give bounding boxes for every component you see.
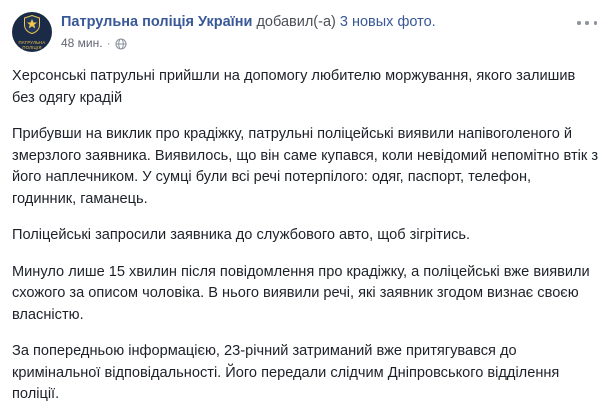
post-meta-line — [61, 35, 599, 51]
post-action-text: добавил(-а) — [252, 14, 340, 30]
post-body — [0, 52, 611, 406]
post-paragraph: Минуло лише 15 хвилин після повідомлення про крадіжку, а поліцейські вже виявили схожого за описом чоловіка. В нього виявили речі, які заявник згодом визнає своєю власністю. — [12, 263, 590, 323]
post-paragraph: Поліцейські запросили заявника до службового авто, щоб зігрітись. — [12, 227, 471, 243]
post-header — [0, 0, 611, 52]
meta-separator: · — [106, 36, 111, 50]
avatar-caption: ПАТРУЛЬНА ПОЛІЦІЯ — [18, 40, 46, 50]
post-paragraph: Херсонські патрульні прийшли на допомогу любителю моржування, якого залишив без одягу крадій — [12, 68, 576, 106]
more-options-icon[interactable] — [577, 16, 597, 30]
post-header-text — [61, 12, 599, 51]
post-paragraph: За попередньою інформацією, 23-річний затриманий вже притягувався до кримінальної відповідальності. Його передали слідчим Дніпровського відділення поліції. — [12, 343, 560, 402]
post-paragraph: Прибувши на виклик про крадіжку, патрульні поліцейські виявили напівоголеного й змерзлого заявника. Виявилось, що він саме купався, коли невідомий непомітно втік з його наплечником. У сумці були всі речі потерпілого: одяг, паспорт, телефон, годинник, гаманець. — [12, 126, 599, 207]
police-crest-icon — [24, 15, 41, 34]
globe-icon[interactable] — [115, 38, 127, 50]
post-timestamp[interactable]: 48 мин. — [61, 36, 103, 50]
avatar[interactable] — [12, 12, 52, 52]
page-name-link[interactable]: Патрульна поліція України — [61, 14, 253, 30]
post-author-line — [61, 13, 599, 32]
photo-count-link[interactable]: 3 новых фото. — [339, 14, 436, 30]
